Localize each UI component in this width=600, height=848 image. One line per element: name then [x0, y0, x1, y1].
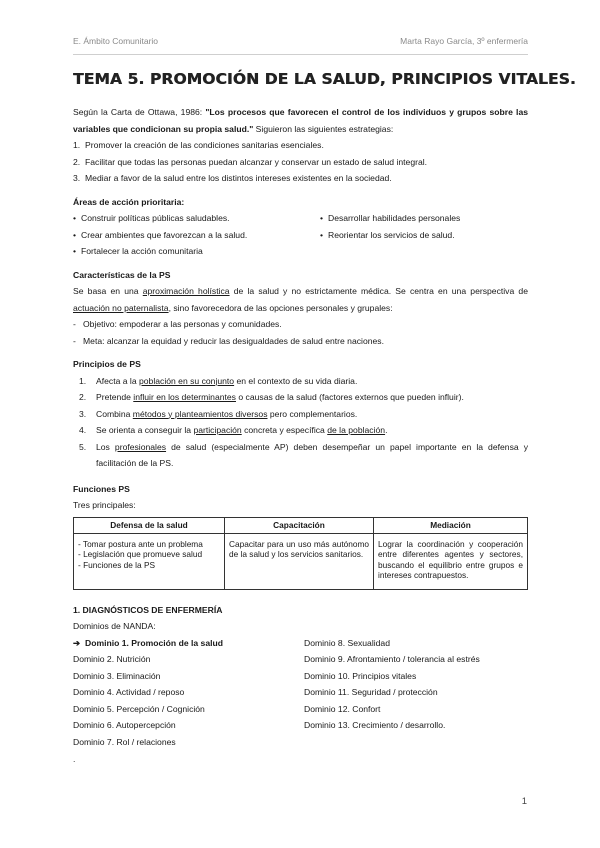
table-header-row	[74, 517, 528, 533]
page-number: 1	[521, 796, 527, 807]
trailing-mark: .	[73, 753, 76, 764]
table-row	[74, 533, 528, 589]
funciones-subtitle: Tres principales:	[73, 500, 136, 510]
list-item: - Objetivo: empoderar a las personas y comunidades.	[73, 319, 282, 329]
funciones-heading: Funciones PS	[73, 483, 130, 494]
principios-heading: Principios de PS	[73, 359, 141, 369]
list-item: - Meta: alcanzar la equidad y reducir las desigualdades de salud entre naciones.	[73, 335, 384, 346]
list-item: • Reorientar los servicios de salud.	[320, 229, 455, 240]
list-item: 4. Se orienta a conseguir la participación concreta y específica de la población.	[79, 425, 388, 435]
areas-heading: Áreas de acción prioritaria:	[73, 196, 185, 207]
list-item: Dominio 5. Percepción / Cognición	[73, 703, 205, 714]
table-cell: Lograr la coordinación y cooperación entre diferentes agentes y sectores, buscando el equilibrio entre grupos e intereses contrapuestos.	[374, 533, 528, 589]
table-cell: - Tomar postura ante un problema - Legislación que promueve salud - Funciones de la PS	[74, 533, 225, 589]
arrow-icon: ➔	[73, 637, 81, 648]
list-item: 2. Pretende influir en los determinantes o causas de la salud (factores externos que pueden influir).	[79, 392, 464, 402]
areas-list	[73, 210, 528, 260]
list-item: Dominio 13. Crecimiento / desarrollo.	[304, 720, 446, 731]
list-item: Dominio 3. Eliminación	[73, 670, 161, 681]
list-item: Dominio 2. Nutrición	[73, 654, 151, 665]
diagnosticos-heading: 1. DIAGNÓSTICOS DE ENFERMERÍA	[73, 604, 223, 615]
list-item: Dominio 9. Afrontamiento / tolerancia al estrés	[304, 654, 480, 665]
list-item: Dominio 8. Sexualidad	[304, 637, 390, 648]
diagnosticos-subtitle: Dominios de NANDA:	[73, 621, 156, 631]
list-item: Dominio 12. Confort	[304, 703, 381, 714]
table-header-cell: Capacitación	[225, 517, 374, 533]
list-item: Dominio 11. Seguridad / protección	[304, 687, 438, 698]
table-cell: Capacitar para un uso más autónomo de la salud y los servicios sanitarios.	[225, 533, 374, 589]
list-item: Dominio 6. Autopercepción	[73, 720, 176, 731]
header-left: E. Ámbito Comunitario	[73, 36, 159, 46]
header-right: Marta Rayo García, 3º enfermería	[400, 36, 528, 46]
list-item: Dominio 10. Principios vitales	[304, 670, 417, 681]
list-item: 3. Combina métodos y planteamientos diversos pero complementarios.	[79, 408, 358, 419]
list-item: • Fortalecer la acción comunitaria	[73, 246, 203, 256]
nanda-domains	[73, 635, 528, 751]
list-item: 5. Los profesionales de salud (especialmente AP) deben desempeñar un papel importante en la defensa y facilitación de la PS.	[79, 441, 528, 468]
principios-list	[73, 373, 528, 472]
list-item: 1. Afecta a la población en su conjunto en el contexto de su vida diaria.	[79, 375, 358, 386]
list-item: • Crear ambientes que favorezcan a la salud.	[73, 229, 248, 240]
page-title: TEMA 5. PROMOCIÓN DE LA SALUD, PRINCIPIOS VITALES.	[73, 70, 576, 88]
list-item: Dominio 4. Actividad / reposo	[73, 687, 185, 698]
list-item: 1. Promover la creación de las condiciones sanitarias esenciales.	[73, 140, 324, 150]
caracteristicas-paragraph: Se basa en una aproximación holística de la salud y no estrictamente médica. Se centra en una perspectiva de actuación no paternalista, sino favorecedora de las opciones personales y grupales:	[73, 286, 528, 313]
list-item: • Construir políticas públicas saludables.	[73, 213, 230, 223]
caracteristicas-heading: Características de la PS	[73, 269, 171, 280]
funciones-table	[73, 517, 528, 590]
document-body	[73, 104, 528, 767]
table-header-cell: Defensa de la salud	[74, 517, 225, 533]
intro-paragraph: Según la Carta de Ottawa, 1986: "Los procesos que favorecen el control de los individuos y grupos sobre las variables que condicionan su propia salud." Siguieron las siguientes estrategias:	[73, 107, 528, 134]
header-divider	[73, 54, 528, 55]
list-item: ➔ Dominio 1. Promoción de la salud	[73, 637, 223, 648]
table-header-cell: Mediación	[374, 517, 528, 533]
list-item: • Desarrollar habilidades personales	[320, 213, 461, 223]
strategies-list	[73, 137, 528, 187]
list-item: 2. Facilitar que todas las personas puedan alcanzar y conservar un estado de salud integral.	[73, 156, 428, 167]
list-item: 3. Mediar a favor de la salud entre los distintos intereses existentes en la sociedad.	[73, 173, 392, 183]
list-item: Dominio 7. Rol / relaciones	[73, 737, 176, 748]
